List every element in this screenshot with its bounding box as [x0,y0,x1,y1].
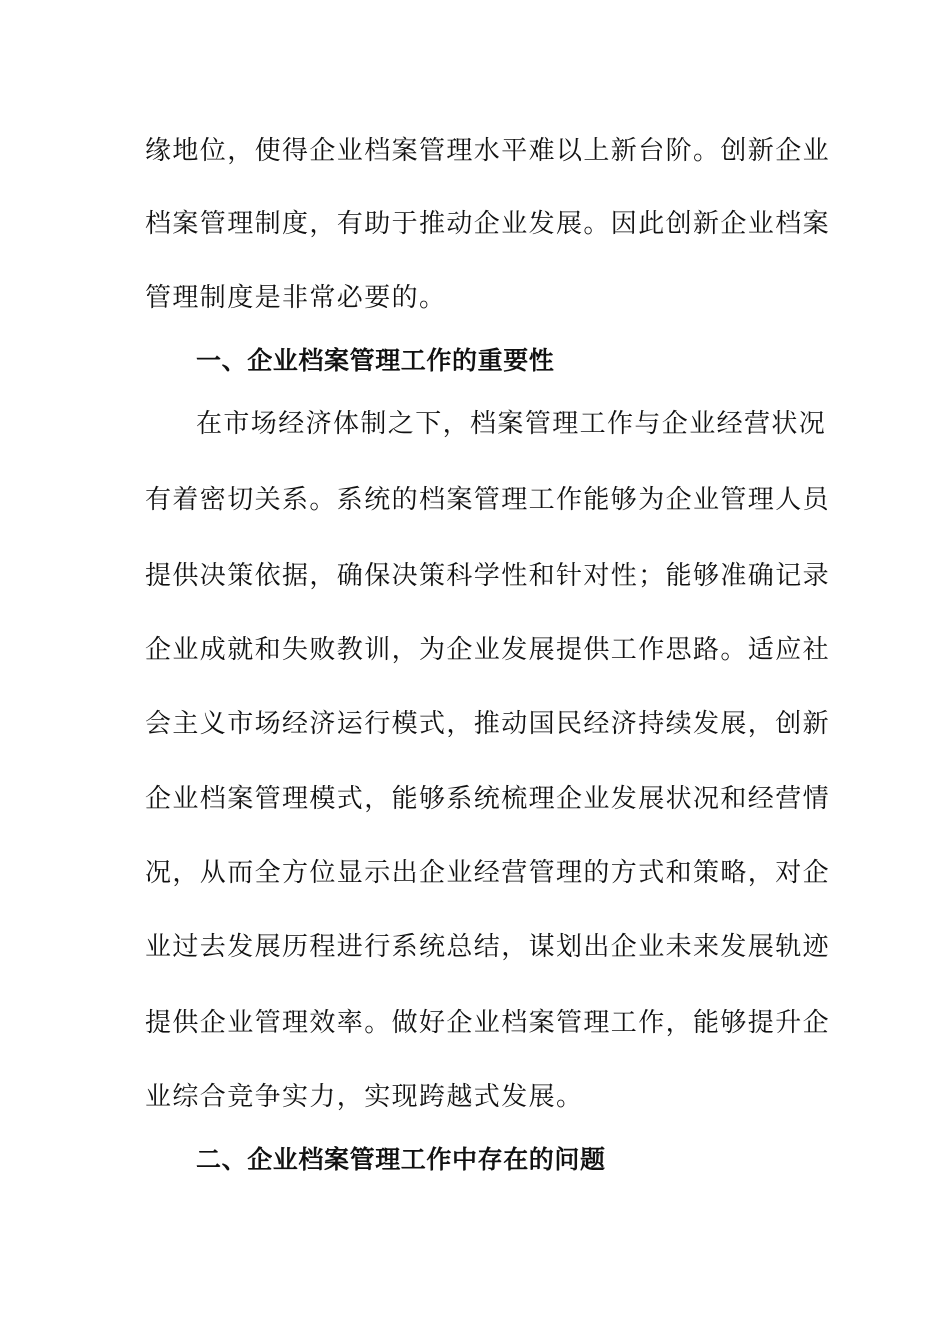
paragraph-line: 会主义市场经济运行模式，推动国民经济持续发展，创新 [145,709,831,739]
paragraph-line: 业综合竞争实力，实现跨越式发展。 [145,1082,584,1112]
paragraph-line: 企业成就和失败教训，为企业发展提供工作思路。适应社 [145,635,831,665]
paragraph-line: 在市场经济体制之下，档案管理工作与企业经营状况 [196,409,827,439]
paragraph-line: 况，从而全方位显示出企业经营管理的方式和策略，对企 [145,858,831,888]
paragraph-line: 企业档案管理模式，能够系统梳理企业发展状况和经营情 [145,784,831,814]
paragraph-line: 提供企业管理效率。做好企业档案管理工作，能够提升企 [145,1008,831,1038]
section-heading-2: 二、企业档案管理工作中存在的问题 [196,1145,606,1174]
paragraph-line: 管理制度是非常必要的。 [145,283,447,313]
paragraph-line: 有着密切关系。系统的档案管理工作能够为企业管理人员 [145,485,831,515]
paragraph-line: 档案管理制度，有助于推动企业发展。因此创新企业档案 [145,209,831,239]
paragraph-line: 提供决策依据，确保决策科学性和针对性；能够准确记录 [145,561,831,591]
section-heading-1: 一、企业档案管理工作的重要性 [196,346,555,375]
paragraph-line: 业过去发展历程进行系统总结，谋划出企业未来发展轨迹 [145,932,831,962]
paragraph-line: 缘地位，使得企业档案管理水平难以上新台阶。创新企业 [145,136,831,166]
